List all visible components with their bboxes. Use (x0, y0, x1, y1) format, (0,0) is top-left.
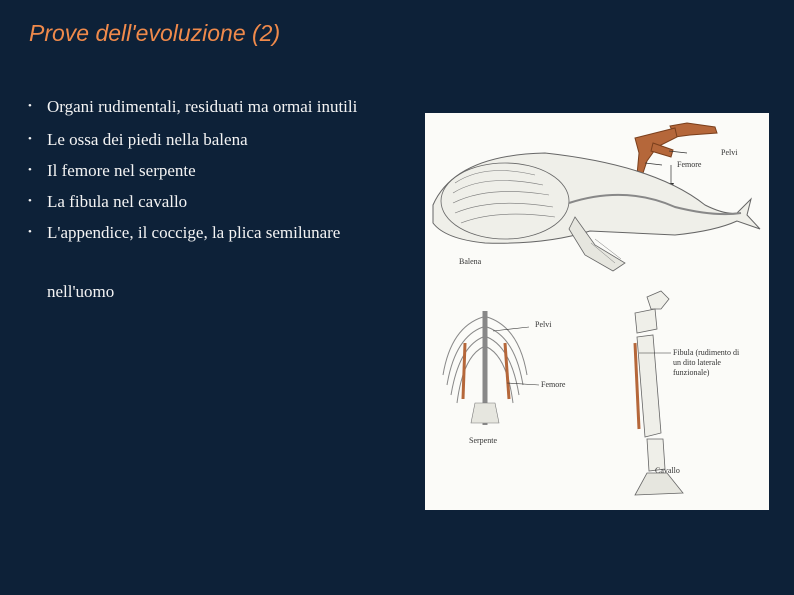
snake-pelvis-label: Pelvi (535, 320, 552, 329)
vestigial-organs-illustration (425, 113, 769, 510)
bullet-icon: • (28, 164, 32, 176)
horse-fibula-label-line1: Fibula (rudimento di (673, 348, 740, 357)
list-item (28, 192, 408, 211)
bullet-continuation: nell'uomo (47, 282, 115, 301)
horse-fibula-label-line3: funzionale) (673, 368, 710, 377)
snake-skeleton (443, 311, 539, 425)
slide-title: Prove dell'evoluzione (2) (29, 20, 281, 46)
whale-label: Balena (459, 257, 482, 266)
list-item (28, 161, 408, 180)
bullet-text: La fibula nel cavallo (47, 192, 188, 211)
whale-femur-label: Femore (677, 160, 702, 169)
bullet-text: Il femore nel serpente (47, 161, 196, 180)
bullet-text: L'appendice, il coccige, la plica semilunare (47, 223, 341, 242)
bullet-text: Le ossa dei piedi nella balena (47, 130, 248, 149)
snake-label: Serpente (469, 436, 497, 445)
horse-leg-skeleton (635, 291, 683, 495)
horse-fibula-label-line2: un dito laterale (673, 358, 721, 367)
snake-femur-label: Femore (541, 380, 566, 389)
whale-skeleton (433, 153, 760, 271)
bullet-icon: • (28, 226, 32, 238)
whale-pelvis-label: Pelvi (721, 148, 738, 157)
horse-label: Cavallo (655, 466, 680, 475)
list-item (28, 130, 408, 149)
illustration-svg (425, 113, 769, 510)
bullet-icon: • (28, 195, 32, 207)
bullet-icon: • (28, 100, 32, 112)
bullet-text: Organi rudimentali, residuati ma ormai inutili (47, 97, 358, 116)
list-item (28, 223, 408, 242)
bullet-icon: • (28, 133, 32, 145)
list-item (28, 97, 408, 116)
bullet-list (28, 97, 408, 254)
